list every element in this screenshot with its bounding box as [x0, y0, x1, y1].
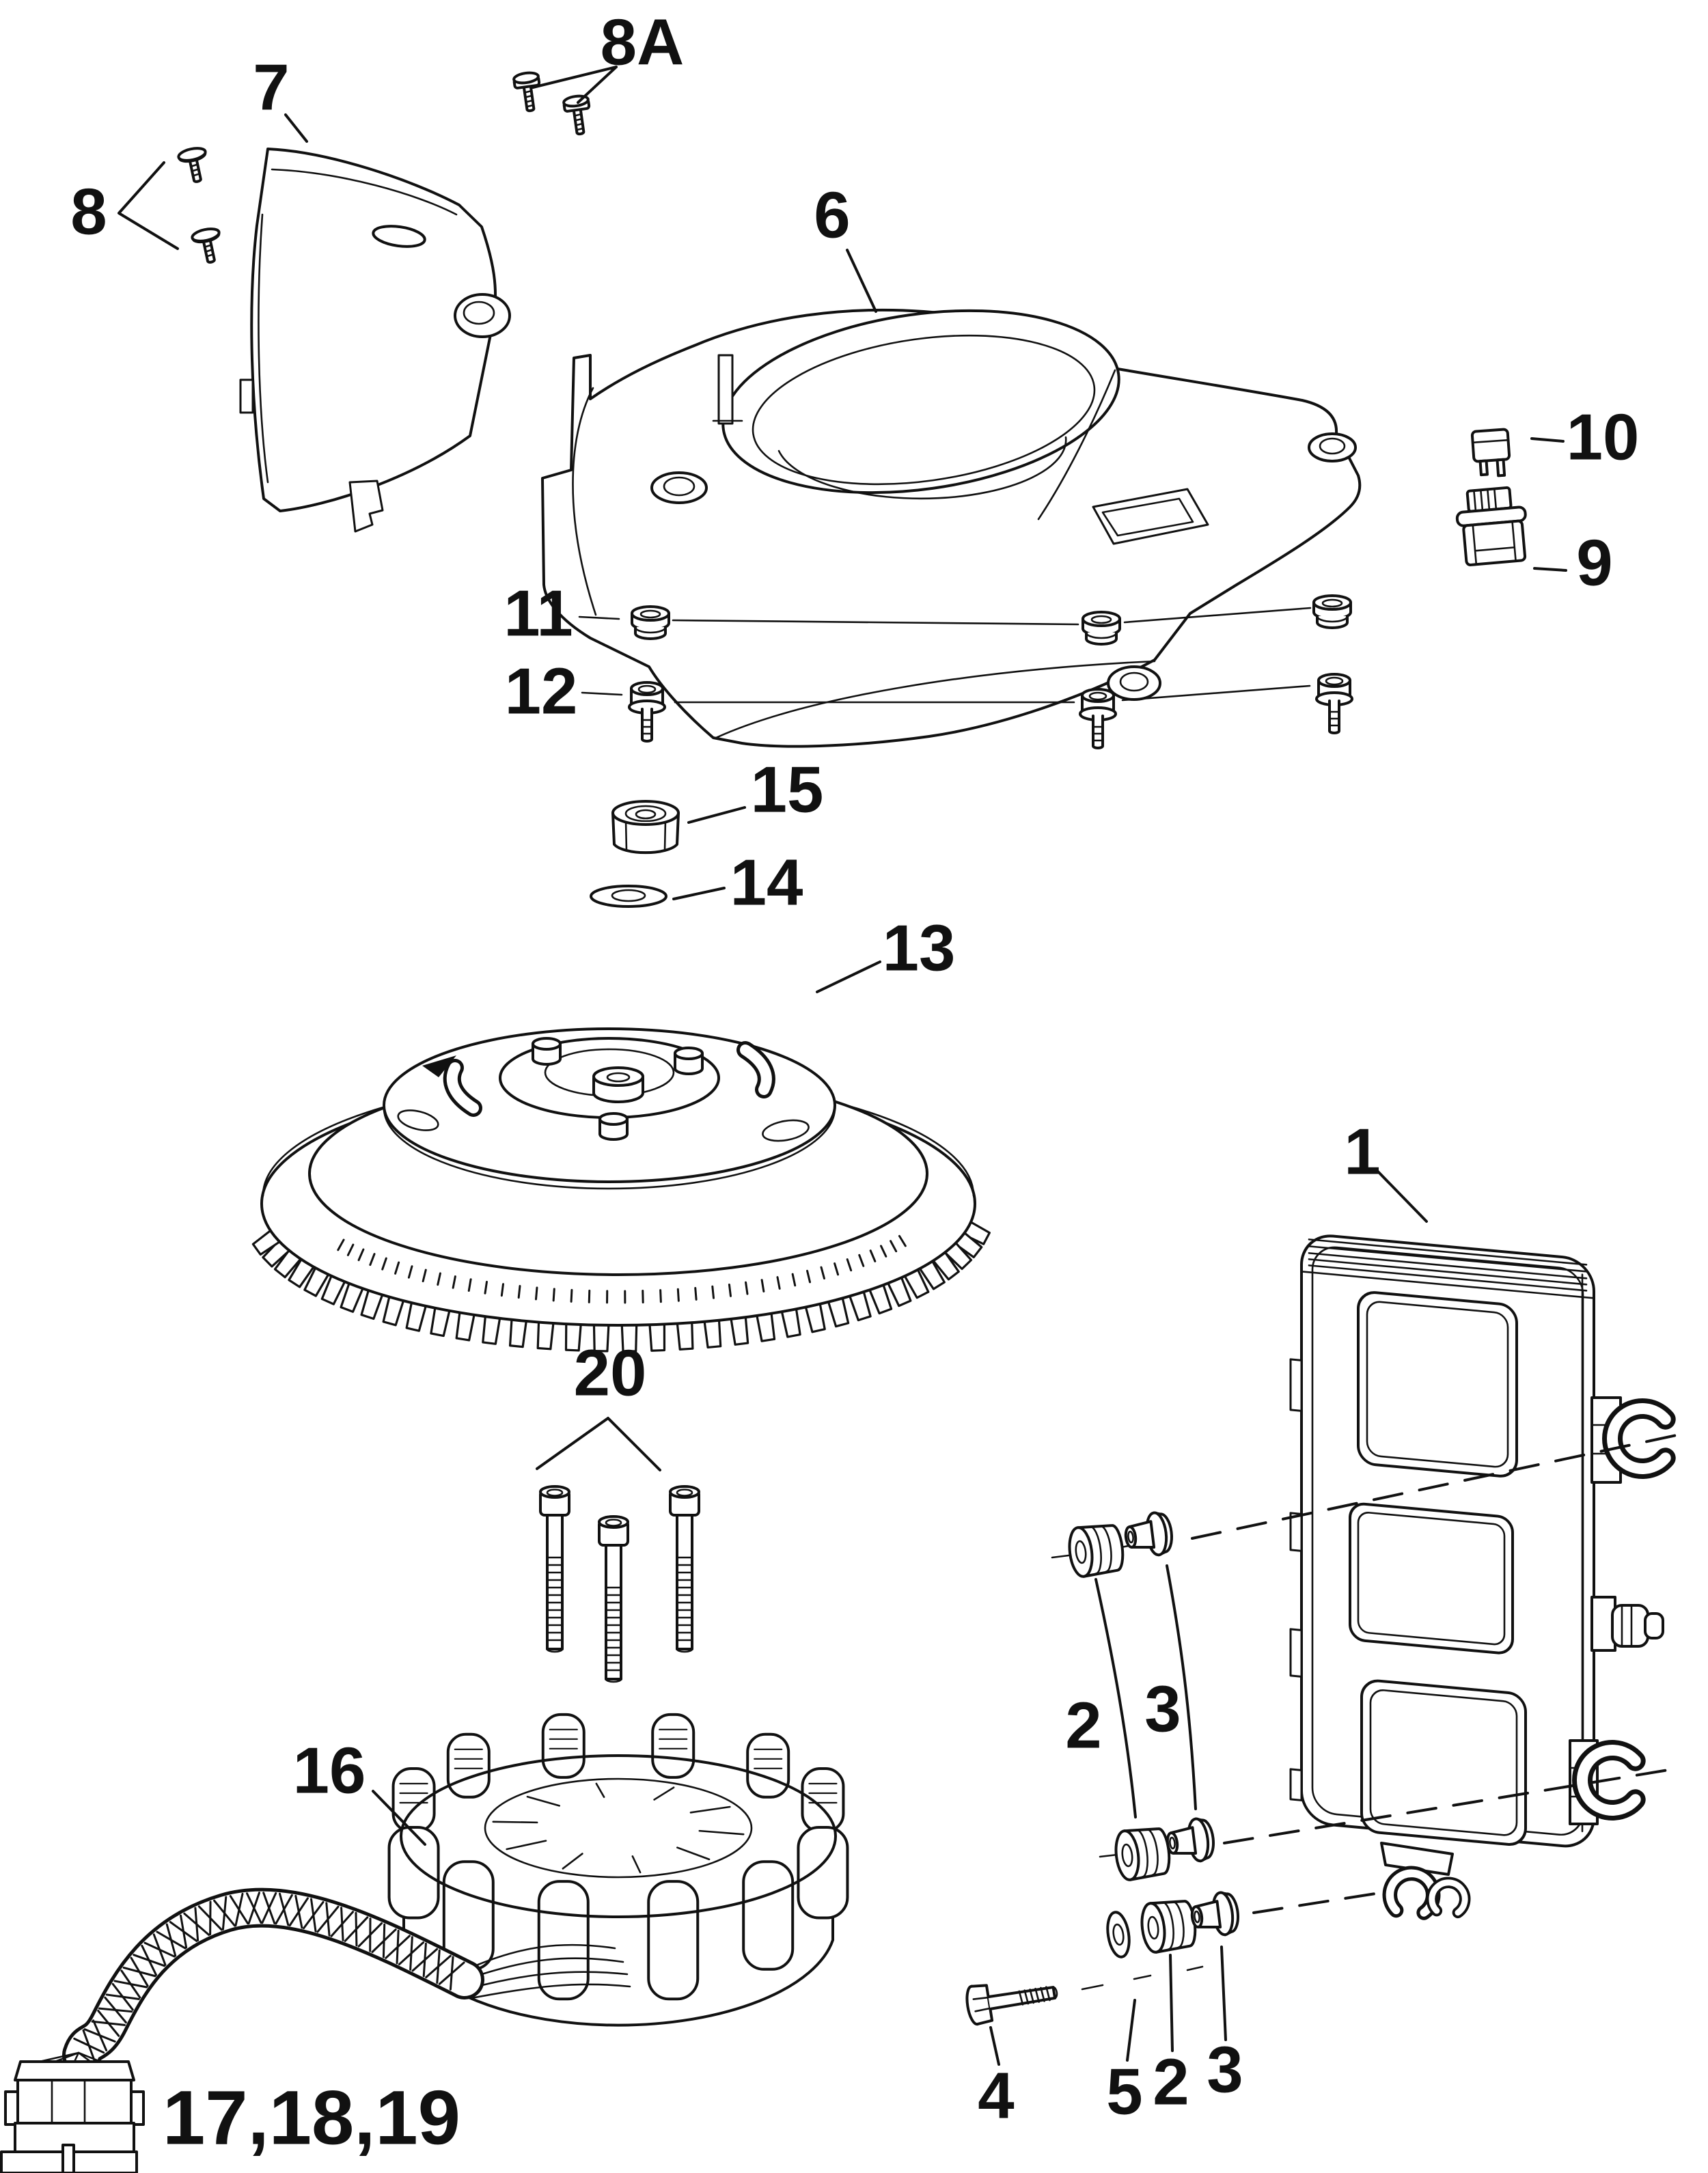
callout-13: 13 [882, 911, 956, 985]
callout-8a: 8A [600, 5, 685, 79]
bolt-12-b [1080, 689, 1116, 748]
callout-10: 10 [1566, 400, 1640, 474]
ecm-module-1 [1291, 1232, 1666, 1913]
bolt-20-a [540, 1486, 569, 1652]
screw-8-b [191, 227, 225, 265]
callout-6: 6 [814, 178, 851, 252]
ecm-hook-b [1431, 1881, 1466, 1913]
bolt-12-a [629, 682, 665, 741]
grommet-2-lower [1140, 1898, 1198, 1954]
callout-8: 8 [70, 175, 107, 249]
bolt-20-b [599, 1517, 628, 1682]
fuse-holder-9 [1455, 486, 1529, 566]
callout-20: 20 [573, 1336, 647, 1410]
callout-5: 5 [1106, 2055, 1143, 2129]
flywheel-nut-15 [613, 801, 678, 853]
callout-3-mid: 3 [1144, 1672, 1181, 1746]
washer-14 [591, 886, 666, 906]
callout-16: 16 [292, 1734, 366, 1808]
callout-1: 1 [1344, 1115, 1381, 1189]
bushing-3-lower [1189, 1891, 1240, 1939]
stator-back-poles [394, 1715, 844, 1831]
grommet-11-c [1314, 596, 1351, 628]
grommet-2-middle [1114, 1826, 1172, 1881]
flywheel-cover-6 [542, 288, 1360, 747]
screws-8 [178, 146, 225, 265]
callout-4: 4 [978, 2059, 1015, 2133]
callout-11: 11 [504, 577, 573, 650]
callout-3-bot: 3 [1207, 2033, 1243, 2107]
connector-17-18-19 [1, 2062, 143, 2173]
callout-15: 15 [750, 753, 824, 827]
flywheel-13 [253, 1029, 989, 1351]
ecm-connector-stub [1612, 1605, 1648, 1646]
grommet-2-upper [1067, 1523, 1125, 1578]
bolt-12-c [1317, 674, 1352, 733]
bolt-4 [965, 1974, 1060, 2025]
cover-7 [240, 149, 510, 531]
callout-12: 12 [504, 654, 578, 728]
bushing-3-upper [1123, 1511, 1174, 1559]
callout-2-bot: 2 [1153, 2045, 1189, 2119]
callout-14: 14 [730, 846, 803, 919]
bolts-20 [540, 1486, 699, 1682]
grommet-11-b [1083, 612, 1120, 644]
screws-8a [513, 72, 592, 136]
screw-8-a [178, 146, 211, 184]
grommet-11-a [632, 607, 669, 639]
bushing-3-middle [1165, 1817, 1215, 1865]
callout-7: 7 [253, 51, 290, 124]
fuse-10 [1472, 429, 1511, 477]
bolt-20-c [670, 1486, 699, 1652]
screw-8a-a [513, 72, 542, 113]
callout-2-mid: 2 [1065, 1689, 1102, 1762]
washer-5 [1105, 1911, 1132, 1959]
callout-9: 9 [1576, 526, 1613, 600]
callout-17-18-19: 17,18,19 [163, 2075, 460, 2161]
